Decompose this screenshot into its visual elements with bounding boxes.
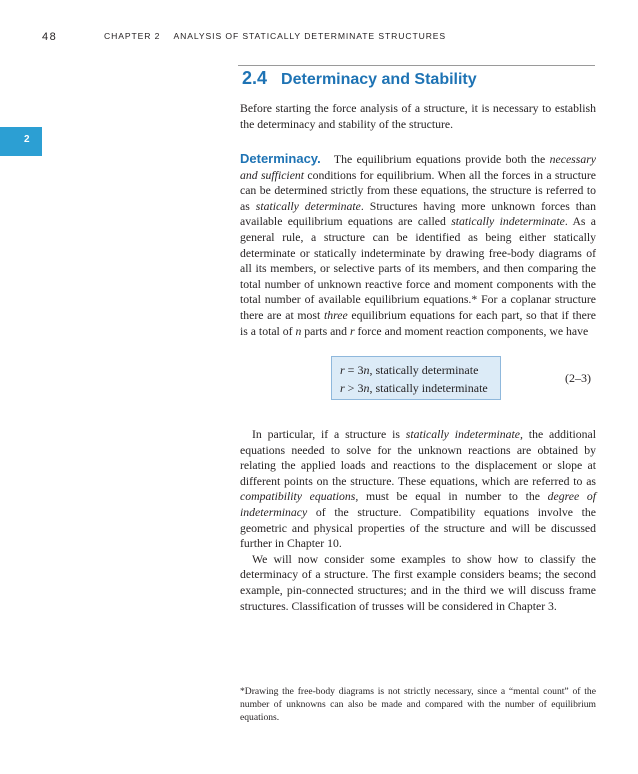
equation-variable: r xyxy=(340,363,345,377)
body-paragraphs xyxy=(240,427,596,614)
text-run: must be equal in number to the xyxy=(358,490,548,504)
italic-run: degree of indeterminacy xyxy=(240,490,596,519)
italic-run: statically determinate xyxy=(255,199,361,213)
indeterminacy-paragraph xyxy=(240,427,596,552)
section-title xyxy=(242,68,477,89)
chapter-label: CHAPTER 2 xyxy=(104,31,161,41)
equation-text: , statically indeterminate xyxy=(369,381,488,395)
text-run: In particular, if a structure is xyxy=(252,428,406,441)
chapter-title: ANALYSIS OF STATICALLY DETERMINATE STRUCTURES xyxy=(173,31,447,41)
section-name: Determinacy and Stability xyxy=(281,71,477,88)
determinacy-paragraph xyxy=(240,151,596,339)
text-run: the additional equations needed to solve for the unknown reactions are obtained by relating the applied loads and reactions to the displacement or slope at different points on the structure. These equations, which are referred to as xyxy=(240,428,597,488)
determinacy-heading: Determinacy. xyxy=(240,151,321,166)
equation-number: (2–3) xyxy=(565,371,591,385)
intro-paragraph: Before starting the force analysis of a structure, it is necessary to establish the determinacy and stability of the structure. xyxy=(240,102,596,131)
text-run: force and moment reaction components, we have xyxy=(354,324,589,338)
italic-run: r xyxy=(349,324,355,338)
text-run: of the structure. Compatibility equations involve the geometric and physical properties of the structure and will be discussed further in Chapter 10. xyxy=(240,505,596,551)
text-run: The equilibrium equations provide both the xyxy=(333,153,550,166)
equation-text: , statically determinate xyxy=(369,363,479,377)
section-number: 2.4 xyxy=(242,68,268,88)
text-run: . As a general rule, a structure can be identified as being either statically determinate or statically indeterminate by drawing free-body diagrams of all its members, or selective parts of its members, and then comparing the total number of unknown reactive force and moment components with the total number of available equilibrium equations.* For a coplanar structure there are at most xyxy=(240,215,597,322)
chapter-tab-number: 2 xyxy=(24,134,30,145)
page-number: 48 xyxy=(42,31,58,43)
equation-variable: n xyxy=(363,381,370,395)
footnote: *Drawing the free-body diagrams is not strictly necessary, since a “mental count” of the number of unknowns can also be made and compared with the number of equilibrium equations. xyxy=(240,686,596,723)
running-header xyxy=(0,31,638,45)
equation-line-indeterminate xyxy=(340,379,500,397)
text-run: parts and xyxy=(301,324,350,338)
equation-operator: = 3 xyxy=(344,363,364,377)
text-run: equilibrium equations for each part, so that if there is a total of xyxy=(240,308,596,338)
equation-operator: > 3 xyxy=(344,381,364,395)
italic-run: statically indeterminate, xyxy=(405,428,523,441)
equation-box xyxy=(331,356,501,400)
equation-variable: r xyxy=(340,381,345,395)
italic-run: n xyxy=(295,324,302,338)
section-rule xyxy=(238,65,595,66)
chapter-heading xyxy=(104,31,446,41)
chapter-tab xyxy=(0,127,42,156)
text-run: . Structures having more unknown forces than available equilibrium equations are called xyxy=(240,199,596,229)
italic-run: three xyxy=(323,308,348,322)
italic-run: statically indeterminate xyxy=(451,215,565,229)
equation-line-determinate xyxy=(340,361,500,379)
italic-run: compatibility equations, xyxy=(240,490,359,504)
italic-run: necessary and sufficient xyxy=(240,153,596,182)
text-run: conditions for equilibrium. When all the forces in a structure can be determined strictly from these equations, the structure is referred to as xyxy=(240,168,596,213)
examples-paragraph: We will now consider some examples to show how to classify the determinacy of a structure. The first example considers beams; the second example, pin-connected structures; and in the third we will discuss frame structures. Classification of trusses will be considered in Chapter 3. xyxy=(240,552,596,613)
equation-variable: n xyxy=(363,363,370,377)
